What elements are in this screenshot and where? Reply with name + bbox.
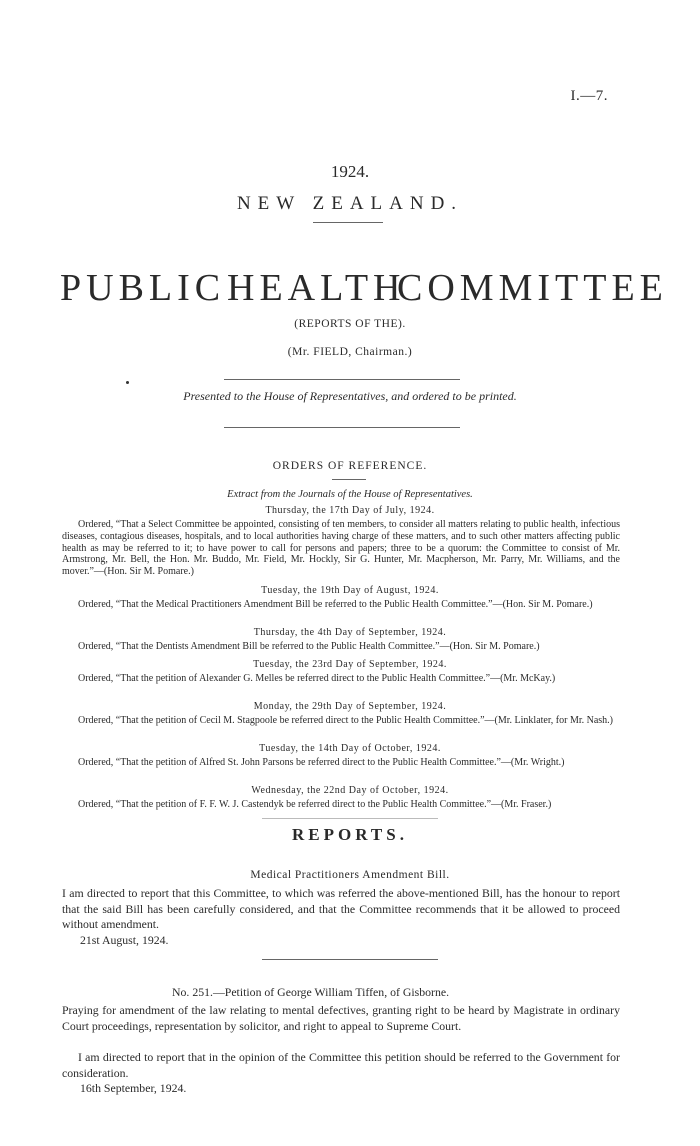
order-text: Ordered, “That the Medical Practitioners Amendment Bill be referred to the Public Health Committee.”—(Hon. Sir M. Pomare.) (78, 599, 593, 610)
reports-heading: REPORTS. (292, 825, 408, 844)
divider (224, 379, 460, 380)
subtitle: (REPORTS OF THE). (294, 318, 406, 330)
order-date: Monday, the 29th Day of September, 1924. (253, 701, 447, 712)
order-text: Ordered, “That a Select Committee be appointed, consisting of ten members, to consider all matters relating to public health, infectious diseases, contagious diseases, hospitals, and to local authorities having charge of these matters, and to such other matters affecting public health as may be referred to it; to have power to call for persons and papers; three to be a quorum: the Committee to consist of Mr. Armstrong, Mr. Bell, the Hon. Mr. Buddo, Mr. Field, Mr. Hockly, Sir G. Hunter, Mr. Macpherson, Mr. Parry, Mr. Williams, and the mover.”—(Hon. Sir M. Pomare.) (62, 519, 620, 578)
title-word-3: COMMITTEE (397, 267, 668, 309)
divider (313, 222, 383, 223)
order-date: Wednesday, the 22nd Day of October, 1924. (251, 785, 449, 796)
page-reference: I.—7. (570, 88, 608, 104)
order-text: Ordered, “That the petition of Cecil M. Stagpoole be referred direct to the Public Health Committee.”—(Mr. Linklater, for Mr. Nash.) (78, 715, 613, 726)
presented-line: Presented to the House of Representatives, and ordered to be printed. (183, 389, 517, 403)
title-word-1: PUBLIC (60, 267, 226, 309)
divider (262, 818, 438, 819)
petition-prayer: Praying for amendment of the law relating to mental defectives, granting right to be heard by Magistrate in ordinary Court proceedings, representation by solicitor, and right to appeal to Supreme Court. (62, 1003, 620, 1033)
country-heading: NEW ZEALAND. (236, 193, 464, 214)
chairman: (Mr. FIELD, Chairman.) (287, 346, 413, 358)
document-title (60, 267, 668, 309)
order-date: Thursday, the 17th Day of July, 1924. (265, 505, 435, 516)
report-date: 16th September, 1924. (80, 1081, 187, 1095)
bill-report: I am directed to report that this Committee, to which was referred the above-mentioned Bill, has the honour to report that the said Bill has been carefully considered, and that the Committee recommends that it be allowed to proceed without amendment. (62, 886, 620, 931)
bill-heading: Medical Practitioners Amendment Bill. (250, 869, 450, 881)
petition-report: I am directed to report that in the opinion of the Committee this petition should be referred to the Government for consideration. (62, 1050, 620, 1080)
divider (332, 479, 366, 480)
order-text: Ordered, “That the petition of Alexander G. Melles be referred direct to the Public Health Committee.”—(Mr. McKay.) (78, 673, 556, 684)
order-text: Ordered, “That the petition of F. F. W. J. Castendyk be referred direct to the Public Health Committee.”—(Mr. Fraser.) (78, 799, 552, 810)
order-date: Tuesday, the 19th Day of August, 1924. (261, 585, 439, 596)
ink-speck (126, 381, 129, 384)
petition-heading: No. 251.—Petition of George William Tiffen, of Gisborne. (172, 985, 450, 999)
order-date: Thursday, the 4th Day of September, 1924. (253, 627, 447, 638)
order-date: Tuesday, the 14th Day of October, 1924. (259, 743, 441, 754)
journal-extract: Extract from the Journals of the House of Representatives. (227, 489, 473, 500)
title-word-2: HEALTH (227, 267, 406, 309)
orders-heading: ORDERS OF REFERENCE. (272, 460, 428, 472)
divider (262, 959, 438, 960)
order-text: Ordered, “That the Dentists Amendment Bill be referred to the Public Health Committee.”—(Hon. Sir M. Pomare.) (78, 641, 540, 652)
divider (224, 427, 460, 428)
year: 1924. (330, 162, 370, 181)
order-date: Tuesday, the 23rd Day of September, 1924. (253, 659, 447, 670)
order-text: Ordered, “That the petition of Alfred St. John Parsons be referred direct to the Public Health Committee.”—(Mr. Wright.) (78, 757, 565, 768)
report-date: 21st August, 1924. (80, 933, 169, 947)
